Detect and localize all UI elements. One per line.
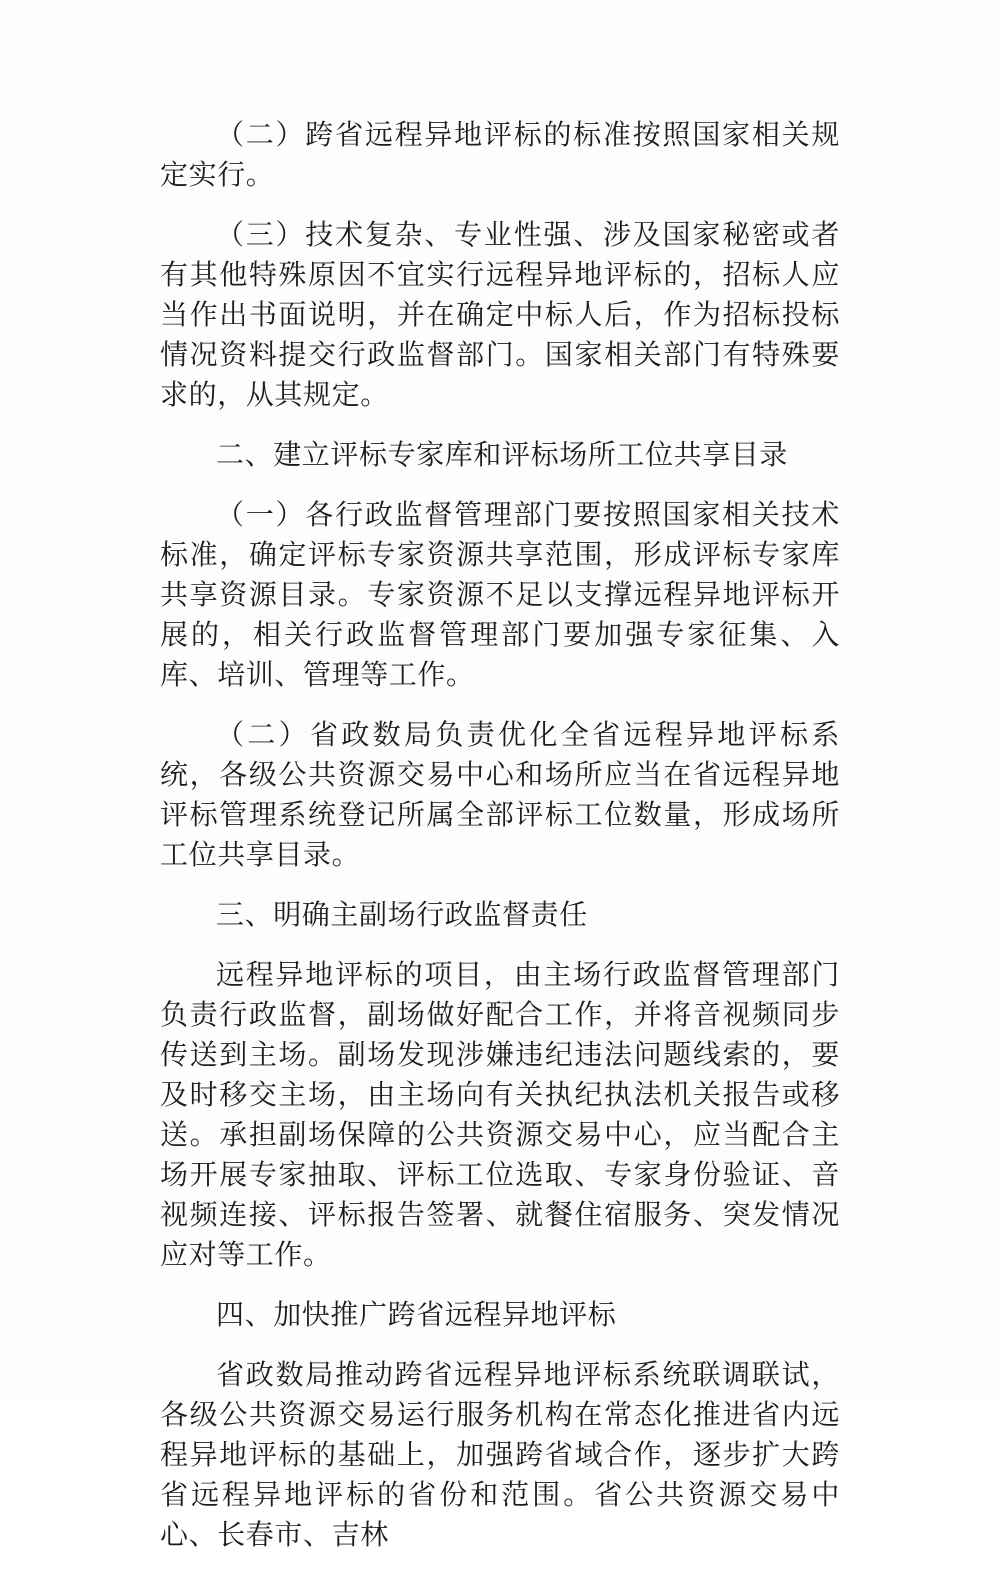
section-heading-4: 四、加快推广跨省远程异地评标 (216, 1298, 617, 1331)
section-heading-3: 三、明确主副场行政监督责任 (216, 898, 588, 931)
paragraph-3-supervision: 远程异地评标的项目，由主场行政监督管理部门负责行政监督，副场做好配合工作，并将音视频同步传送到主场。副场发现涉嫌违纪违法问题线索的，要及时移交主场，由主场向有关执纪执法机关报告或移送。承担副场保障的公共资源交易中心，应当配合主场开展专家抽取、评标工位选取、专家身份验证、音视频连接、评标报告签署、就餐住宿服务、突发情况应对等工作。 (160, 958, 840, 1271)
paragraph-1-2-standard: （二）跨省远程异地评标的标准按照国家相关规定实行。 (160, 118, 840, 191)
paragraph-2-2-workstation-directory: （二）省政数局负责优化全省远程异地评标系统，各级公共资源交易中心和场所应当在省远程异地评标管理系统登记所属全部评标工位数量，形成场所工位共享目录。 (160, 718, 840, 871)
section-heading-2: 二、建立评标专家库和评标场所工位共享目录 (216, 438, 789, 471)
paragraph-4-cross-province: 省政数局推动跨省远程异地评标系统联调联试，各级公共资源交易运行服务机构在常态化推进省内远程异地评标的基础上，加强跨省域合作，逐步扩大跨省远程异地评标的省份和范围。省公共资源交易中心、长春市、吉林 (160, 1358, 840, 1551)
paragraph-2-1-expert-pool: （一）各行政监督管理部门要按照国家相关技术标准，确定评标专家资源共享范围，形成评标专家库共享资源目录。专家资源不足以支撑远程异地评标开展的，相关行政监督管理部门要加强专家征集、入库、培训、管理等工作。 (160, 498, 840, 691)
document-body (160, 115, 840, 1575)
paragraph-1-3-exceptions: （三）技术复杂、专业性强、涉及国家秘密或者有其他特殊原因不宜实行远程异地评标的，招标人应当作出书面说明，并在确定中标人后，作为招标投标情况资料提交行政监督部门。国家相关部门有特殊要求的，从其规定。 (160, 218, 840, 411)
